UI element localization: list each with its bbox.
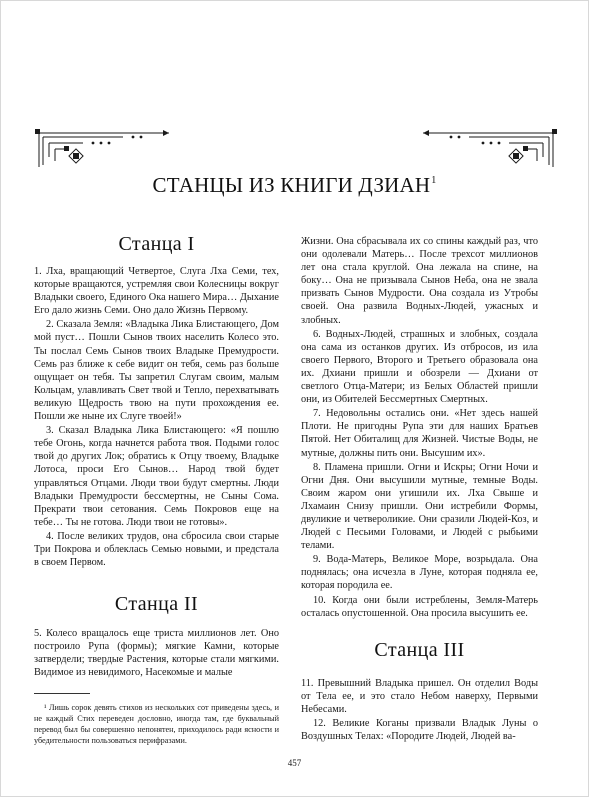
stanza-2-text-right xyxy=(301,235,538,620)
footnote-marker: 1 xyxy=(431,175,437,186)
paragraph: 7. Недовольны остались они. «Нет здесь нашей Плоти. Не пригодны Рупа эти для наших Братьев Пятой. Нет Обиталищ для Жизней. Чистые Воды, не мутные, должны пить они. Высушим их». xyxy=(301,408,538,459)
paragraph: 6. Водных-Людей, страшных и злобных, создала она сама из останков других. Из отбросов, из ила своего Первого, Второго и Третьего образовала она их. Дхиани пришли и обозрели — Дхиани от светлого Отца-Матери; из Белых Областей пришли они, из Обителей Бессмертных Смертных. xyxy=(301,328,538,406)
page-title xyxy=(1,173,588,198)
page-number: 457 xyxy=(287,758,302,768)
paragraph: 1. Лха, вращающий Четвертое, Слуга Лха Семи, тех, которые вращаются, устремляя свои Колесницы вокруг Владыки своего, Единого Ока нашего Мира… Дыхание Его дало жизнь Семи. Оно дало Жизнь Первому. xyxy=(34,266,279,317)
corner-ornament-right-icon xyxy=(421,127,559,169)
paragraph: 5. Колесо вращалось еще триста миллионов лет. Оно построило Рупа (формы); мягкие Камни, которые затвердели; твердые Растения, которые стали мягкими. Видимое из невидимого, Насекомые и малые xyxy=(34,628,279,679)
footnote: ¹ Лишь сорок девять стихов из нескольких сот приведены здесь, и не каждый Стих переведен дословно, иногда там, где буквальный перевод был бы совершенно непонятен, приходилось ради ясности и убедительности пользоваться перифразами. xyxy=(34,703,279,745)
stanza-1-heading: Станца I xyxy=(118,233,195,255)
stanza-3-text xyxy=(301,677,538,743)
paragraph: 3. Сказал Владыка Лика Блистающего: «Я пошлю тебе Огонь, когда начнется работа твоя. Подыми голос твой до других Лок; обратись к Отцу твоему, Владыке Лотоса, проси Его Сынов… Народ твой будет управляться Отцами. Люди твои будут смертны. Люди Владыки Премудрости бессмертны, не Сыны Сома. Прекрати твои сетования. Семь Покровов еще на тебе… Ты не готова. Люди твои не готовы». xyxy=(34,425,279,528)
paragraph: 9. Вода-Матерь, Великое Море, возрыдала. Она поднялась; она исчезла в Луне, которая подняла ее, которая породила ее. xyxy=(301,554,538,592)
stanza-3-heading: Станца III xyxy=(374,639,465,661)
page-title-text: СТАНЦЫ ИЗ КНИГИ ДЗИАН xyxy=(152,173,431,197)
paragraph: 4. После великих трудов, она сбросила свои старые Три Покрова и облеклась Семью новыми, и предстала в своем Первом. xyxy=(34,530,279,569)
paragraph: 12. Великие Коганы призвали Владык Луны о Воздушных Телах: «Породите Людей, Людей ва- xyxy=(301,718,538,743)
stanza-2-text-left xyxy=(34,627,279,679)
stanza-2-heading: Станца II xyxy=(114,593,199,615)
footnote-divider xyxy=(34,693,90,694)
paragraph: 8. Пламена пришли. Огни и Искры; Огни Ночи и Огни Дня. Они высушили мутные, темные Воды. Своим жаром они угишили их. Лха Свыше и Лхамаин Снизу пришли. Они истребили Формы, двуликие и четвероликие. Они сразили Людей-Коз, и Людей с Песьими Головами, и Людей с рыбьими телами. xyxy=(301,461,538,552)
paragraph: 10. Когда они были истреблены, Земля-Матерь осталась опустошенной. Она просила высушить ее. xyxy=(301,594,538,619)
stanza-1-text xyxy=(34,265,279,569)
paragraph: 2. Сказала Земля: «Владыка Лика Блистающего, Дом мой пуст… Пошли Сынов твоих населить Колесо это. Ты послал Семь Сынов твоих Владыке Премудрости. Семь раз ближе к себе видит он тебя, семь раз больше ощущает он тебя. Ты запретил Слугам своим, малым Кольцам, улавливать Свет твой и Тепло, перехватывать великую Щедрость твою на пути прохождения ее. Пошли же ныне их Слуге твоей!» xyxy=(34,319,279,423)
corner-ornament-left-icon xyxy=(33,127,171,169)
paragraph: Жизни. Она сбрасывала их со спины каждый раз, что они одолевали Матерь… После трехсот миллионов лет она стала круглой. Она лежала на спине, на боку… Она не призывала Сынов Неба, она не звала призвать Сынов Мудрости. Она создала из Утробы своей. Она развила Водных-Людей, ужасных и злобных. xyxy=(301,236,538,326)
paragraph: 11. Превышний Владыка пришел. Он отделил Воды от Тела ее, и это стало Небом наверху, Первыми Небесами. xyxy=(301,678,538,716)
